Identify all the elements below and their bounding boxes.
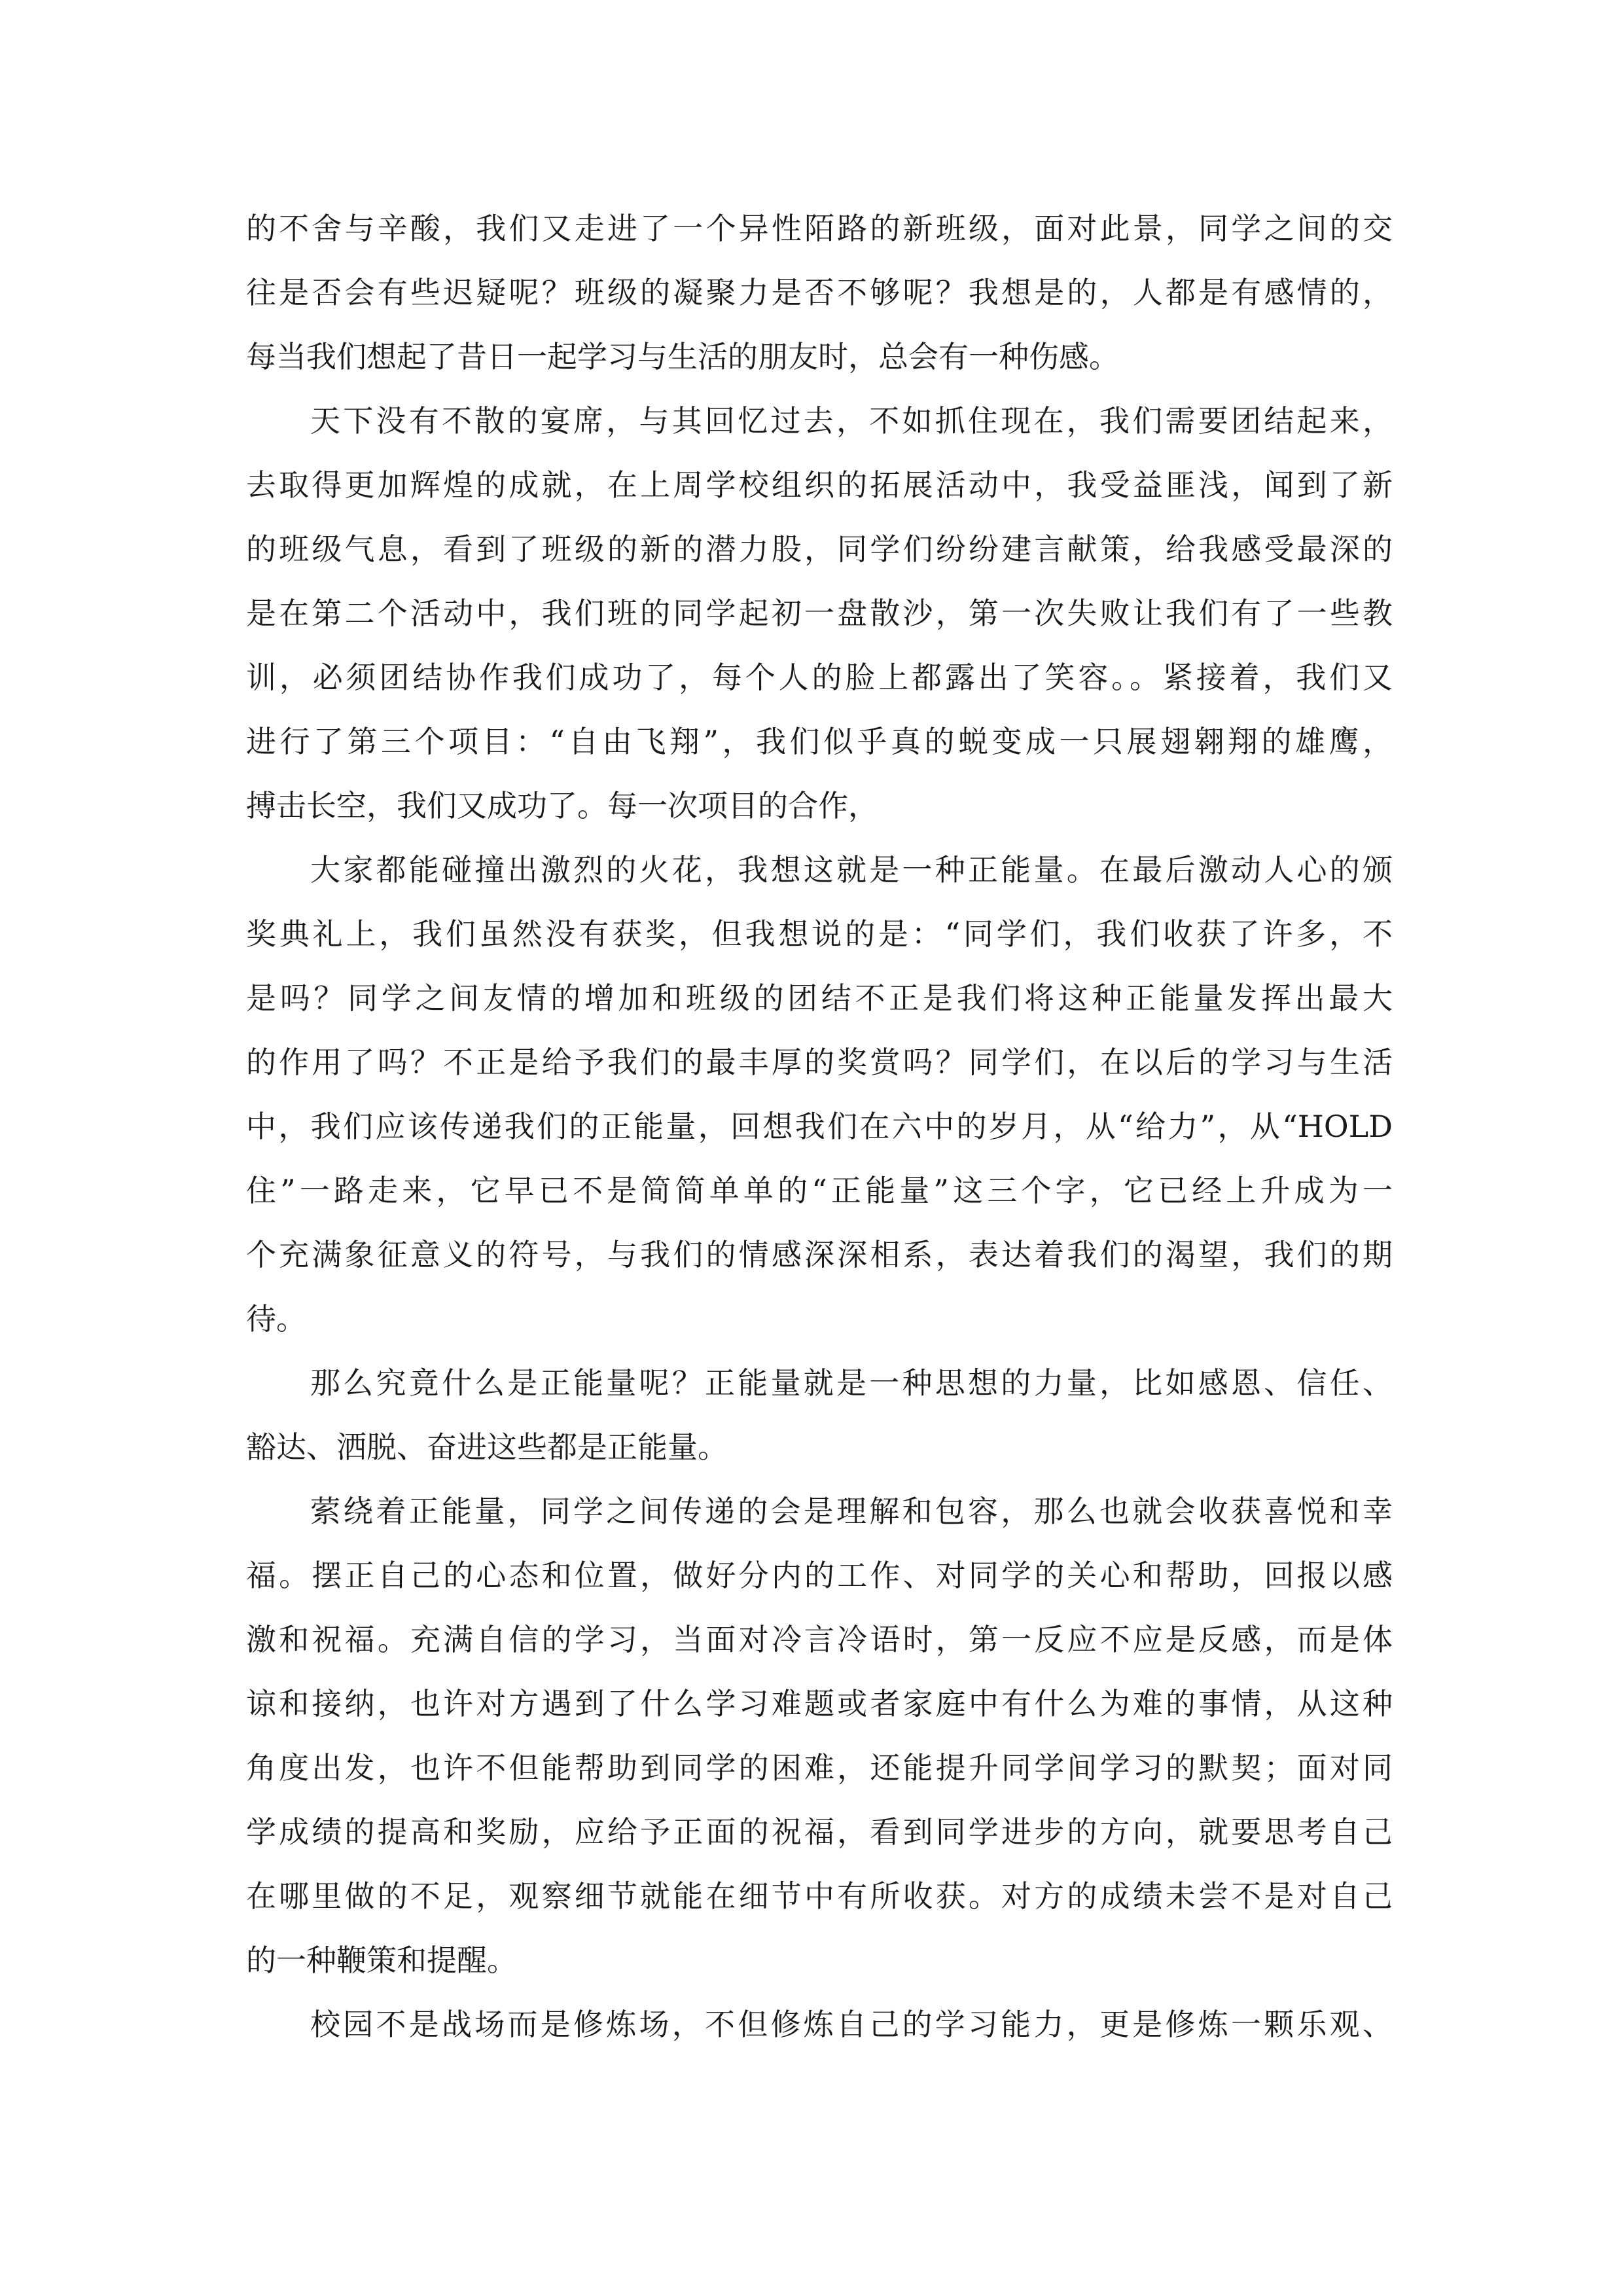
text-line: 豁达、洒脱、奋进这些都是正能量。 [246, 1429, 728, 1465]
text-line: 福。摆正自己的心态和位置，做好分内的工作、对同学的关心和帮助，回报以感 [246, 1558, 1393, 1593]
text-line: 的班级气息，看到了班级的新的潜力股，同学们纷纷建言献策，给我感受最深的 [246, 531, 1393, 567]
text-line: 角度出发，也许不但能帮助到同学的困难，还能提升同学间学习的默契；面对同 [246, 1750, 1393, 1785]
text-line: 激和祝福。充满自信的学习，当面对冷言冷语时，第一反应不应是反感，而是体 [246, 1622, 1393, 1657]
text-line: 搏击长空，我们又成功了。每一次项目的合作， [246, 788, 878, 823]
text-line: 中，我们应该传递我们的正能量，回想我们在六中的岁月，从“给力”，从“HOLD [246, 1109, 1393, 1144]
text-line: 个充满象征意义的符号，与我们的情感深深相系，表达着我们的渴望，我们的期 [246, 1237, 1393, 1272]
text-line: 每当我们想起了昔日一起学习与生活的朋友时，总会有一种伤感。 [246, 339, 1119, 374]
text-line: 进行了第三个项目：“自由飞翔”，我们似乎真的蜕变成一只展翅翱翔的雄鹰， [246, 724, 1393, 759]
paragraph-first-line: 大家都能碰撞出激烈的火花，我想这就是一种正能量。在最后激动人心的颁 [310, 852, 1393, 888]
text-line: 的作用了吗？不正是给予我们的最丰厚的奖赏吗？同学们，在以后的学习与生活 [246, 1045, 1393, 1080]
paragraph-first-line: 校园不是战场而是修炼场，不但修炼自己的学习能力，更是修炼一颗乐观、 [310, 2007, 1393, 2042]
text-line: 去取得更加辉煌的成就，在上周学校组织的拓展活动中，我受益匪浅，闻到了新 [246, 467, 1393, 503]
text-line: 往是否会有些迟疑呢？班级的凝聚力是否不够呢？我想是的，人都是有感情的， [246, 275, 1393, 310]
text-line: 在哪里做的不足，观察细节就能在细节中有所收获。对方的成绩未尝不是对自己 [246, 1878, 1393, 1914]
paragraph-first-line: 萦绕着正能量，同学之间传递的会是理解和包容，那么也就会收获喜悦和幸 [310, 1494, 1393, 1529]
paragraph-first-line: 那么究竟什么是正能量呢？正能量就是一种思想的力量，比如感恩、信任、 [310, 1365, 1393, 1401]
text-line: 是在第二个活动中，我们班的同学起初一盘散沙，第一次失败让我们有了一些教 [246, 596, 1393, 631]
text-line: 待。 [246, 1301, 306, 1336]
paragraph-first-line: 天下没有不散的宴席，与其回忆过去，不如抓住现在，我们需要团结起来， [310, 403, 1393, 439]
text-line: 谅和接纳，也许对方遇到了什么学习难题或者家庭中有什么为难的事情，从这种 [246, 1686, 1393, 1721]
text-line: 的不舍与辛酸，我们又走进了一个异性陌路的新班级，面对此景，同学之间的交 [246, 211, 1393, 246]
text-line: 奖典礼上，我们虽然没有获奖，但我想说的是：“同学们，我们收获了许多，不 [246, 916, 1393, 952]
text-line: 的一种鞭策和提醒。 [246, 1943, 517, 1978]
text-line: 住”一路走来，它早已不是简简单单的“正能量”这三个字，它已经上升成为一 [246, 1173, 1393, 1208]
text-line: 学成绩的提高和奖励，应给予正面的祝福，看到同学进步的方向，就要思考自己 [246, 1814, 1393, 1850]
text-line: 训，必须团结协作我们成功了，每个人的脸上都露出了笑容。。紧接着，我们又 [246, 660, 1393, 695]
text-line: 是吗？同学之间友情的增加和班级的团结不正是我们将这种正能量发挥出最大 [246, 980, 1393, 1016]
